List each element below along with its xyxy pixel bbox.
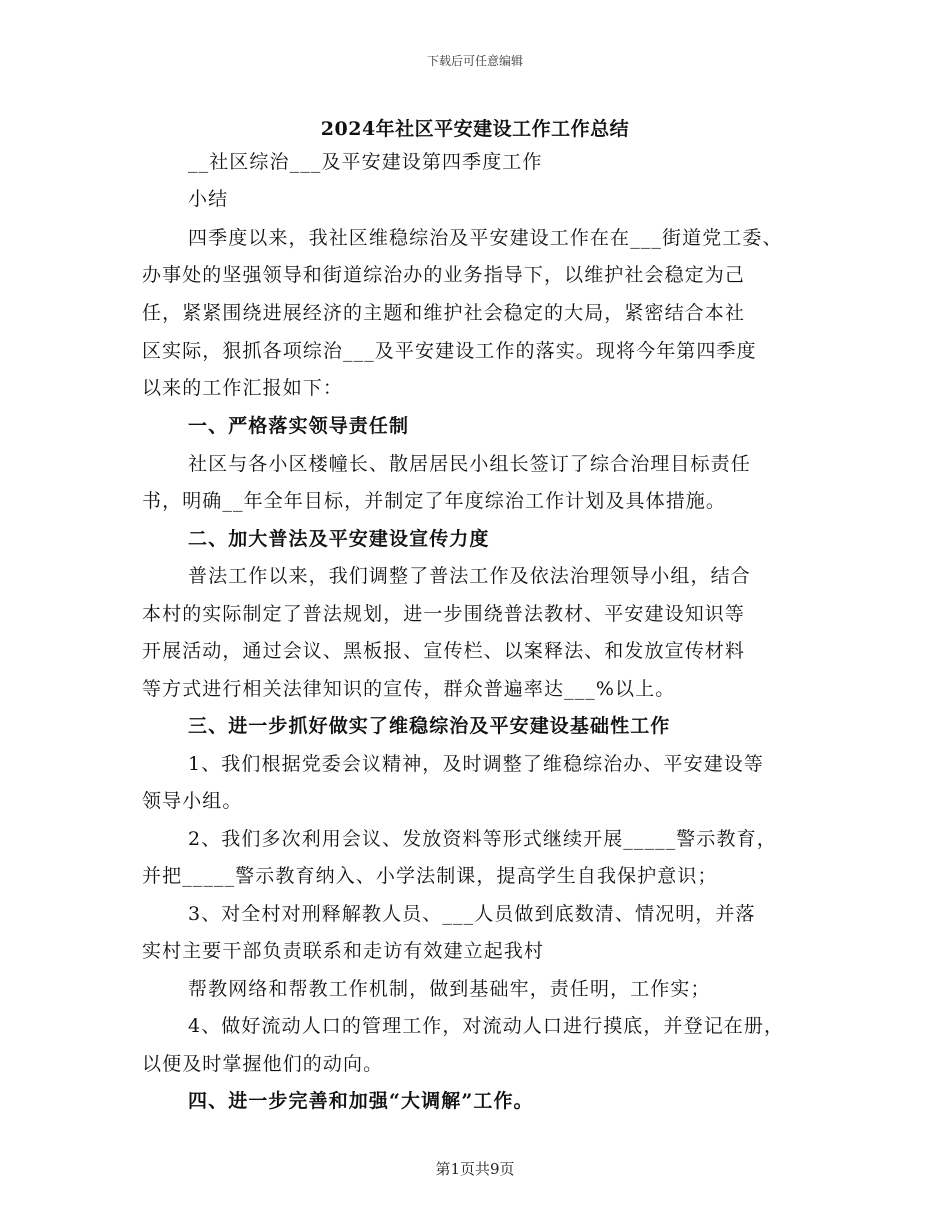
paragraph-line: 3、对全村对刑释解教人员、___人员做到底数清、情况明，并落 [188, 903, 756, 925]
paragraph-line: 实村主要干部负责联系和走访有效建立起我村 [142, 940, 545, 962]
paragraph-line: 办事处的坚强领导和街道综治办的业务指导下，以维护社会稳定为己 [142, 264, 746, 286]
document-title: 2024年社区平安建设工作工作总结 [320, 118, 630, 140]
section-heading: 四、进一步完善和加强“大调解”工作。 [188, 1090, 534, 1112]
paragraph-line: 任，紧紧围绕进展经济的主题和维护社会稳定的大局，紧密结合本社 [142, 302, 746, 324]
paragraph-line: 等方式进行相关法律知识的宣传，群众普遍率达___%以上。 [142, 678, 676, 700]
section-heading: 二、加大普法及平安建设宣传力度 [188, 528, 490, 550]
paragraph-line: 社区与各小区楼幢长、散居居民小组长签订了综合治理目标责任 [188, 453, 751, 475]
paragraph-line: 并把_____警示教育纳入、小学法制课，提高学生自我保护意识； [142, 865, 718, 887]
paragraph-line: 2、我们多次利用会议、发放资料等形式继续开展_____警示教育， [188, 828, 777, 850]
subtitle-line: 小结 [188, 188, 229, 210]
subtitle-line: __社区综治___及平安建设第四季度工作 [188, 151, 543, 173]
paragraph-line: 普法工作以来，我们调整了普法工作及依法治理领导小组，结合 [188, 565, 751, 587]
paragraph-line: 4、做好流动人口的管理工作，对流动人口进行摸底，并登记在册， [188, 1015, 785, 1037]
paragraph-line: 本村的实际制定了普法规划，进一步围绕普法教材、平安建设知识等 [142, 603, 746, 625]
paragraph-line: 四季度以来，我社区维稳综治及平安建设工作在在___街道党工委、 [188, 227, 783, 249]
paragraph-line: 1、我们根据党委会议精神，及时调整了维稳综治办、平安建设等 [188, 753, 764, 775]
section-heading: 三、进一步抓好做实了维稳综治及平安建设基础性工作 [188, 715, 671, 737]
paragraph-line: 开展活动，通过会议、黑板报、宣传栏、以案释法、和发放宣传材料 [142, 640, 746, 662]
page-header-note: 下载后可任意编辑 [426, 54, 523, 68]
paragraph-line: 以来的工作汇报如下： [142, 377, 344, 399]
paragraph-line: 区实际，狠抓各项综治___及平安建设工作的落实。现将今年第四季度 [142, 340, 757, 362]
page-number: 第1页共9页 [435, 1160, 515, 1178]
section-heading: 一、严格落实领导责任制 [188, 415, 410, 437]
paragraph-line: 以便及时掌握他们的动向。 [142, 1053, 384, 1075]
paragraph-line: 帮教网络和帮教工作机制，做到基础牢，责任明，工作实； [188, 978, 711, 1000]
paragraph-line: 书，明确__年全年目标，并制定了年度综治工作计划及具体措施。 [142, 490, 727, 512]
paragraph-line: 领导小组。 [142, 790, 243, 812]
